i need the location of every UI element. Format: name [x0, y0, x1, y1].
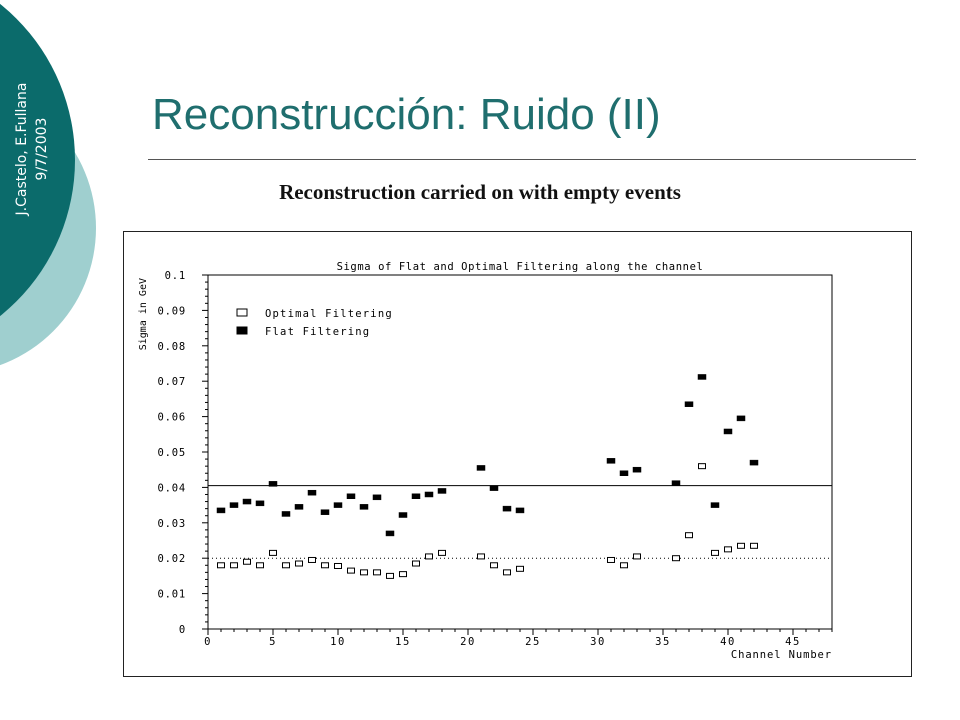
y-axis-label: Sigma in GeV [138, 278, 149, 351]
flat-filtering-point [477, 465, 485, 470]
slide-title: Reconstrucción: Ruido (II) [152, 90, 661, 139]
optimal-filtering-point [634, 554, 641, 559]
optimal-filtering-point [426, 554, 433, 559]
optimal-filtering-point [374, 570, 381, 575]
legend-marker-filled [237, 327, 247, 334]
y-tick-label: 0.1 [164, 270, 186, 282]
x-tick-label: 45 [785, 636, 801, 648]
flat-filtering-point [360, 504, 368, 509]
y-tick-label: 0.08 [157, 340, 186, 353]
flat-filtering-point [633, 467, 641, 472]
flat-filtering-point [490, 486, 498, 491]
optimal-filtering-point [309, 557, 316, 562]
flat-filtering-point [334, 503, 342, 508]
optimal-filtering-point [504, 570, 511, 575]
flat-filtering-point [282, 511, 290, 516]
flat-filtering-point [724, 429, 732, 434]
flat-filtering-point [347, 494, 355, 499]
flat-filtering-point [321, 510, 329, 515]
flat-filtering-point [737, 416, 745, 421]
side-author: J.Castelo, E.Fullana [14, 82, 30, 216]
optimal-filtering-point [244, 559, 251, 564]
optimal-filtering-point [621, 563, 628, 568]
y-tick-label: 0.03 [157, 517, 186, 530]
optimal-filtering-point [491, 563, 498, 568]
y-tick-label: 0.01 [157, 588, 186, 601]
flat-filtering-point [399, 513, 407, 518]
flat-filtering-point [373, 495, 381, 500]
optimal-filtering-point [283, 563, 290, 568]
optimal-filtering-point [712, 550, 719, 555]
y-tick-label: 0.07 [157, 376, 186, 389]
optimal-filtering-point [673, 556, 680, 561]
optimal-filtering-point [322, 563, 329, 568]
y-tick-label: 0.05 [157, 447, 186, 459]
optimal-filtering-point [296, 561, 303, 566]
x-tick-label: 10 [330, 636, 346, 648]
flat-filtering-point [438, 488, 446, 493]
x-tick-label: 25 [525, 636, 541, 648]
flat-filtering-point [425, 492, 433, 497]
flat-filtering-point [698, 374, 706, 379]
side-credits [12, 54, 52, 244]
optimal-filtering-point [439, 550, 446, 555]
slide-subtitle: Reconstruction carried on with empty events [279, 180, 681, 204]
chart-title: Sigma of Flat and Optimal Filtering along the channel [336, 261, 704, 273]
optimal-filtering-point [348, 568, 355, 573]
flat-filtering-point [295, 504, 303, 509]
flat-filtering-point [386, 531, 394, 536]
flat-filtering-point [711, 503, 719, 508]
flat-filtering-point [308, 490, 316, 495]
flat-filtering-point [750, 460, 758, 465]
optimal-filtering-point [699, 464, 706, 469]
x-tick-label: 5 [269, 636, 277, 648]
flat-filtering-point [256, 501, 264, 506]
x-tick-label: 20 [460, 636, 476, 648]
optimal-filtering-point [400, 572, 407, 577]
x-axis-label: Channel Number [730, 649, 832, 661]
optimal-filtering-point [608, 557, 615, 562]
y-tick-label: 0.04 [157, 482, 186, 495]
y-tick-label: 0.02 [157, 553, 186, 566]
optimal-filtering-point [231, 563, 238, 568]
legend-marker-open [237, 309, 247, 316]
flat-filtering-point [620, 471, 628, 476]
x-tick-label: 30 [590, 636, 606, 648]
flat-filtering-point [672, 481, 680, 486]
optimal-filtering-point [218, 563, 225, 568]
x-tick-label: 0 [204, 636, 212, 648]
optimal-filtering-point [478, 554, 485, 559]
optimal-filtering-point [361, 570, 368, 575]
flat-filtering-point [243, 499, 251, 504]
x-tick-label: 15 [395, 636, 411, 648]
x-tick-label: 35 [655, 636, 671, 648]
flat-filtering-point [685, 402, 693, 407]
optimal-filtering-point [686, 533, 693, 538]
legend-label: Flat Filtering [265, 326, 371, 338]
title-divider [148, 159, 916, 160]
flat-filtering-point [217, 508, 225, 513]
optimal-filtering-point [517, 566, 524, 571]
y-tick-label: 0.06 [157, 411, 186, 424]
optimal-filtering-point [387, 573, 394, 578]
optimal-filtering-point [335, 563, 342, 568]
optimal-filtering-point [738, 543, 745, 548]
optimal-filtering-point [257, 563, 264, 568]
flat-filtering-point [269, 481, 277, 486]
flat-filtering-point [503, 506, 511, 511]
flat-filtering-point [607, 458, 615, 463]
chart-figure [123, 231, 912, 677]
flat-filtering-point [412, 494, 420, 499]
flat-filtering-point [230, 503, 238, 508]
optimal-filtering-point [413, 561, 420, 566]
optimal-filtering-point [725, 547, 732, 552]
legend-label: Optimal Filtering [265, 308, 393, 320]
scatter-chart [124, 232, 911, 676]
flat-filtering-point [516, 508, 524, 513]
optimal-filtering-point [270, 550, 277, 555]
x-tick-label: 40 [720, 636, 736, 648]
side-date: 9/7/2003 [34, 117, 50, 181]
y-tick-label: 0.09 [157, 305, 186, 318]
y-tick-label: 0 [178, 624, 186, 636]
optimal-filtering-point [751, 543, 758, 548]
